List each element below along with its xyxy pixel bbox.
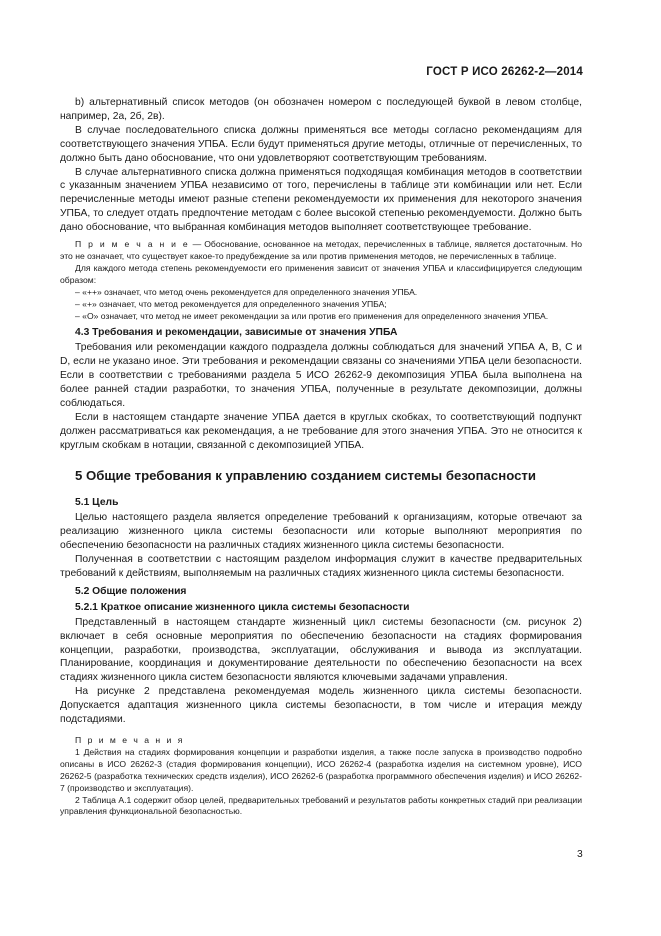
section-heading-5-1: 5.1 Цель	[75, 497, 119, 509]
paragraph: Если в настоящем стандарте значение УПБА дается в круглых скобках, то соответствующий подпункт должен рассматриваться как рекомендация, а не требование для этого значения УПБА. Это не относится к круглым скобкам в нотации, связанной с декомпозицией УПБА.	[60, 411, 582, 451]
notes-label-text: П р и м е ч а н и я	[75, 734, 185, 745]
note	[60, 239, 582, 263]
note-list-item: – «+» означает, что метод рекомендуется для определенного значения УПБА;	[75, 298, 387, 309]
note-list-item: – «++» означает, что метод очень рекомендуется для определенного значения УПБА.	[75, 286, 418, 297]
paragraph: Требования или рекомендации каждого подраздела должны соблюдаться для значений УПБА A, B, C и D, если не указано иное. Эти требования и рекомендации связаны со значениями УПБА цели безопасности. Если в соответствии с требованиями раздела 5 ИСО 26262-9 декомпозиция УПБА была выполнена на более ранней стадии разработки, то значения УПБА, полученные в результате декомпозиции, должны соблюдаться.	[60, 342, 582, 409]
paragraph: На рисунке 2 представлена рекомендуемая модель жизненного цикла системы безопасности. Допускается адаптация жизненного цикла системы безопасности, в том числе и итерация между подстадиями.	[60, 686, 582, 726]
document-header: ГОСТ Р ИСО 26262-2—2014	[426, 66, 583, 78]
document-body	[60, 96, 582, 818]
note-paragraph: Для каждого метода степень рекомендуемости его применения зависит от значения УПБА и классифицируется следующим образом:	[60, 262, 582, 285]
note-list-item: – «О» означает, что метод не имеет рекомендации за или против его применения для определенного значения УПБА.	[75, 310, 549, 321]
paragraph: В случае последовательного списка должны применяться все методы согласно рекомендациям для соответствующего значения УПБА. Если будут применяться другие методы, отличные от перечисленных, то должно быть дано обоснование, что они удовлетворяют соответствующим требованиям.	[60, 124, 582, 164]
section-heading-5-2: 5.2 Общие положения	[75, 585, 187, 597]
note-item: 1 Действия на стадиях формирования концепции и разработки изделия, а также после запуска в производство подробно описаны в ИСО 26262-3 (стадия формирования концепции), ИСО 26262-4 (разработка изделия на системном уровне), ИСО 26262-5 (разработка технических средств изделия), ИСО 26262-6 (разработка программного обеспечения изделия) и ИСО 26262-7 (производство и эксплуатация).	[60, 746, 582, 793]
note-label: П р и м е ч а н и е	[75, 239, 190, 250]
paragraph: Представленный в настоящем стандарте жизненный цикл системы безопасности (см. рисунок 2) включает в себя основные мероприятия по обеспечению безопасности на стадиях формирования концепции, разработки, производства, эксплуатации, обслуживания и вывода из эксплуатации. Планирование, координация и документирование деятельности по обеспечению безопасности на всех стадиях жизненного цикла систем безопасности являются ключевыми задачами управления.	[60, 616, 582, 684]
notes-label	[60, 735, 582, 747]
section-heading-5-2-1: 5.2.1 Краткое описание жизненного цикла системы безопасности	[75, 601, 410, 613]
list-item-b: b) альтернативный список методов (он обозначен номером с последующей буквой в левом столбце, например, 2а, 2б, 2в).	[60, 97, 582, 122]
paragraph: Целью настоящего раздела является определение требований к организациям, которые отвечают за реализацию жизненного цикла системы безопасности или которые выполняют мероприятия по обеспечению безопасности на различных стадиях жизненного цикла системы безопасности.	[60, 512, 582, 552]
note-item: 2 Таблица А.1 содержит обзор целей, предварительных требований и результатов работы конкретных стадий при реализации управления функциональной безопасностью.	[60, 794, 582, 817]
paragraph: В случае альтернативного списка должна применяться подходящая комбинация методов в соответствии с указанным значением УПБА независимо от того, перечислены в таблице эти комбинации или нет. Если перечисленные методы имеют разные степени рекомендуемости их применения для некоторого значения УПБА, то следует отдать предпочтение методам с более высокой степенью рекомендуемости. Должно быть дано обоснование, что выбранная комбинация методов выполняет соответствующее требование.	[60, 166, 582, 234]
section-heading-4-3: 4.3 Требования и рекомендации, зависимые от значения УПБА	[75, 327, 398, 339]
section-heading-5: 5 Общие требования к управлению созданием системы безопасности	[75, 467, 536, 483]
paragraph: Полученная в соответствии с настоящим разделом информация служит в качестве предварительных требований к действиям, выполняемым на различных стадиях жизненного цикла системы безопасности.	[60, 554, 582, 579]
note-text: — Обоснование, основанное на методах, перечисленных в таблице, является достаточным. Но это не означает, что существует какое-то предубеждение за или против применения методов, не перечисленных в таблице.	[60, 239, 583, 261]
page-number: 3	[577, 849, 583, 860]
